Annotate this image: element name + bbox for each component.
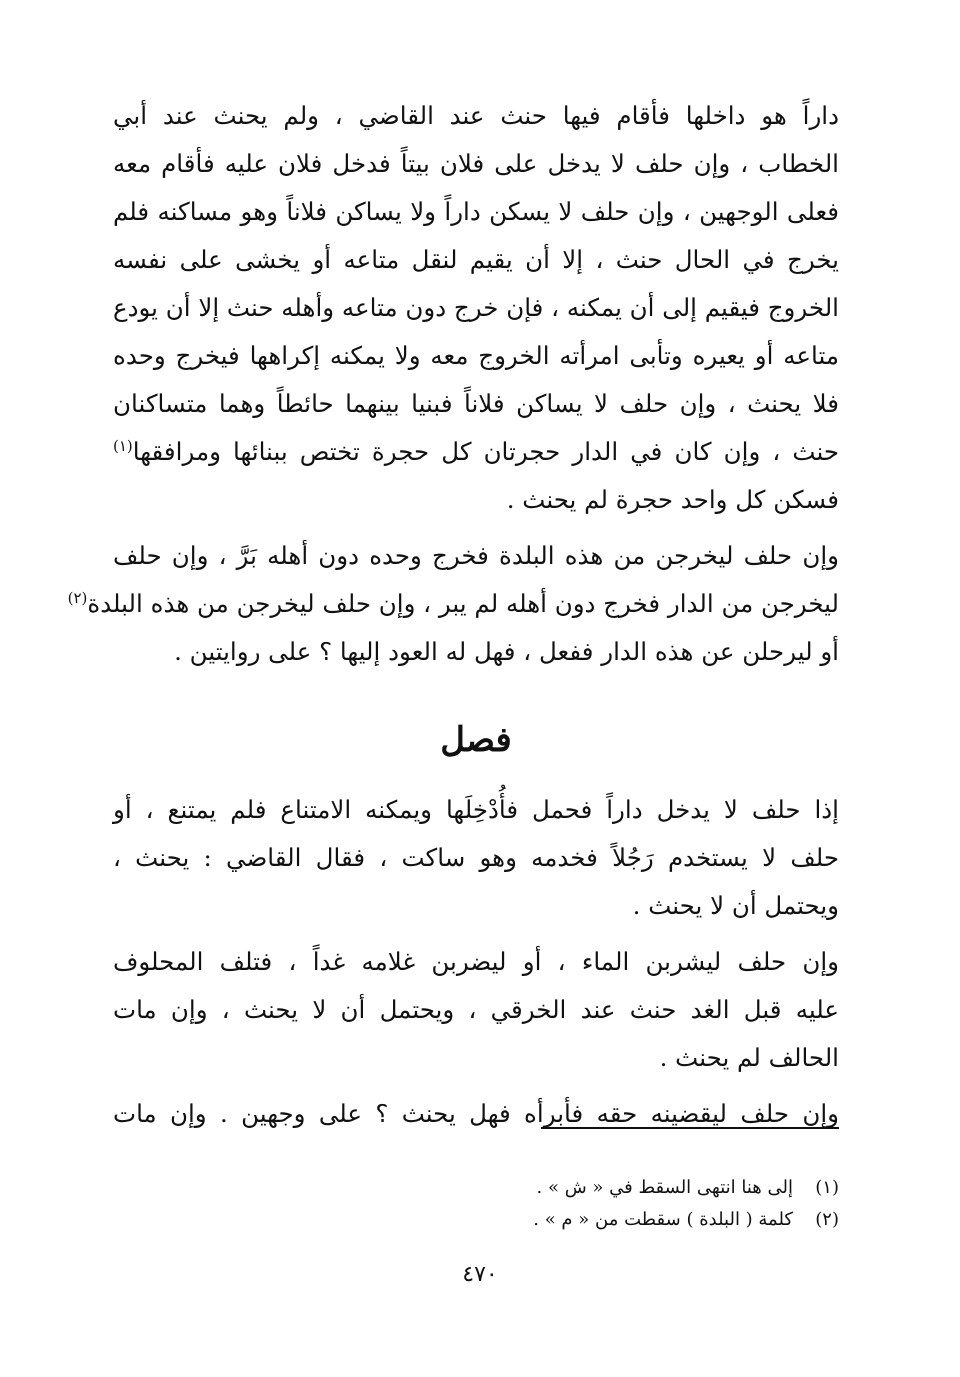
paragraph-2	[67, 532, 839, 676]
text-line: الخطاب ، وإن حلف لا يدخل على فلان بيتاً فدخل فلان عليه فأقام معه	[113, 149, 839, 178]
text-line: وإن حلف ليقضينه حقه فأبرأه فهل يحنث ؟ على وجهين . وإن مات	[113, 1099, 839, 1128]
text-line: عليه قبل الغد حنث عند الخرقي ، ويحتمل أن لا يحنث ، وإن مات	[113, 995, 839, 1024]
text-line: فعلى الوجهين ، وإن حلف لا يسكن داراً ولا يساكن فلاناً وهو مساكنه فلم	[113, 197, 839, 226]
text-line: فسكن كل واحد حجرة لم يحنث .	[506, 485, 839, 514]
text-line: حلف لا يستخدم رَجُلاً فخدمه وهو ساكت ، فقال القاضي : يحنث ،	[113, 843, 839, 872]
footnote-number: (٢)	[815, 1209, 839, 1230]
page-number: ٤٧٠	[462, 1262, 498, 1287]
paragraph-5	[113, 1090, 839, 1138]
section-heading: فصل	[440, 720, 512, 760]
footnote-reference[interactable]: (٢)	[67, 588, 88, 607]
text-line-with-footnote	[67, 580, 839, 628]
text-line: إذا حلف لا يدخل داراً فحمل فأُدْخِلَها ويمكنه الامتناع فلم يمتنع ، أو	[113, 795, 839, 824]
text-line: فلا يحنث ، وإن حلف لا يساكن فلاناً فبنيا بينهما حائطاً وهما متساكنان	[113, 389, 839, 418]
text-line: ويحتمل أن لا يحنث .	[632, 891, 839, 920]
footnotes	[113, 1172, 839, 1236]
page-body	[67, 92, 839, 1146]
text-line: متاعه أو يعيره وتأبى امرأته الخروج معه ولا يمكنه إكراهها فيخرج وحده	[113, 341, 839, 370]
text-line: ليخرجن من الدار فخرج دون أهله لم يبر ، وإن حلف ليخرجن من هذه البلدة	[87, 589, 839, 618]
text-line: وإن حلف ليشربن الماء ، أو ليضربن غلامه غداً ، فتلف المحلوف	[113, 947, 839, 976]
footnote-text: إلى هنا انتهى السقط في « ش » .	[536, 1177, 793, 1198]
footnote-separator	[541, 1127, 839, 1129]
footnote-item	[113, 1204, 839, 1236]
paragraph-4	[113, 938, 839, 1082]
text-line: يخرج في الحال حنث ، إلا أن يقيم لنقل متاعه أو يخشى على نفسه	[113, 245, 839, 274]
text-line: حنث ، وإن كان في الدار حجرتان كل حجرة تختص ببنائها ومرافقها	[132, 437, 839, 466]
text-line: أو ليرحلن عن هذه الدار ففعل ، فهل له العود إليها ؟ على روايتين .	[174, 637, 839, 666]
footnote-number: (١)	[815, 1177, 839, 1198]
text-line-with-footnote	[113, 428, 839, 476]
paragraph-3	[113, 786, 839, 930]
paragraph-1	[113, 92, 839, 524]
text-line: الحالف لم يحنث .	[659, 1043, 839, 1072]
footnote-text: كلمة ( البلدة ) سقطت من « م » .	[533, 1209, 793, 1230]
text-line: الخروج فيقيم إلى أن يمكنه ، فإن خرج دون متاعه وأهله حنث إلا أن يودع	[112, 293, 839, 322]
text-line: داراً هو داخلها فأقام فيها حنث عند القاضي ، ولم يحنث عند أبي	[113, 101, 839, 130]
footnote-reference[interactable]: (١)	[113, 436, 133, 455]
footnote-item	[113, 1172, 839, 1204]
text-line: وإن حلف ليخرجن من هذه البلدة فخرج وحده دون أهله بَرَّ ، وإن حلف	[113, 541, 839, 570]
